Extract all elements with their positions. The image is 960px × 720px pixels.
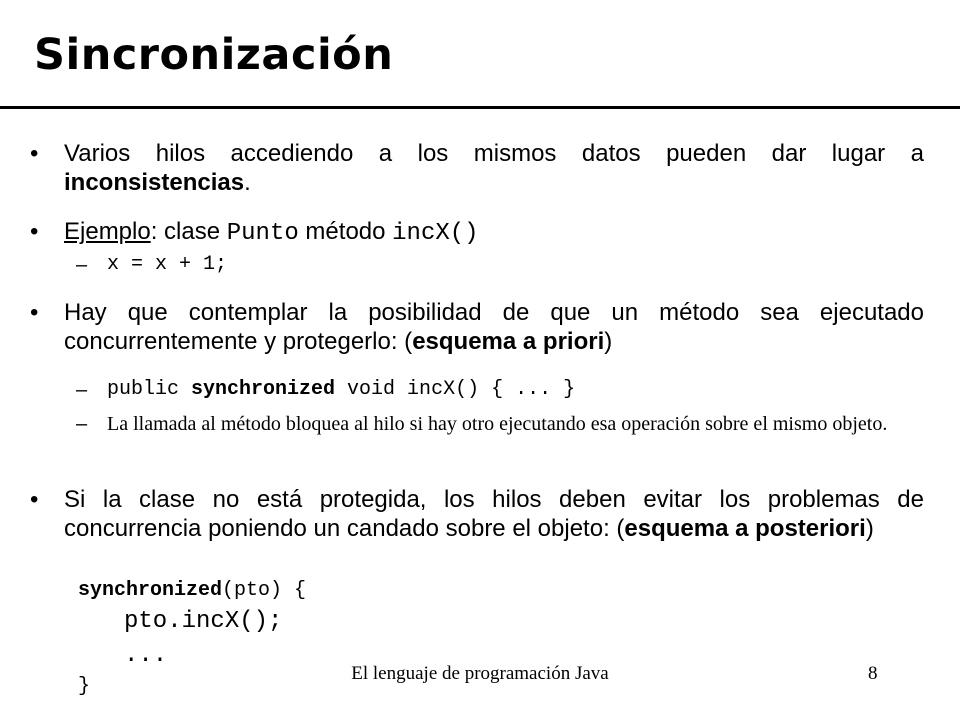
sub-dash-1: – — [76, 254, 88, 276]
sub-2-code — [107, 378, 575, 402]
bullet-2 — [64, 217, 924, 248]
code-sync-keyword: synchronized — [78, 579, 223, 602]
bullet-1 — [64, 139, 924, 197]
code-method-name: incX() — [392, 220, 479, 247]
code-line-1-rest: (pto) { — [222, 579, 307, 602]
bullet-4-bold: esquema a posteriori — [624, 515, 866, 542]
bullet-4 — [64, 485, 924, 543]
bullet-1-bold: inconsistencias — [64, 169, 245, 196]
example-label: Ejemplo — [64, 218, 151, 245]
code-line-4: } — [78, 675, 91, 698]
bullet-3-bold: esquema a priori — [412, 328, 605, 355]
sub-1-code: x = x + 1; — [107, 253, 228, 276]
bullet-3-text-b: ) — [604, 328, 613, 355]
bullet-1-text-b: . — [244, 169, 251, 196]
sub-dash-3: – — [76, 413, 88, 435]
page-number: 8 — [868, 663, 878, 684]
sub-2-code-a: public — [107, 378, 192, 401]
bullet-2-text-b: método — [298, 218, 393, 245]
footer-title: El lenguaje de programación Java — [351, 663, 609, 684]
slide-title: Sincronización — [34, 30, 394, 80]
bullet-dot-4: • — [30, 486, 39, 513]
code-class-name: Punto — [226, 220, 299, 247]
sub-2-code-b: void incX() { ... } — [335, 378, 576, 401]
bullet-1-text-a: Varios hilos accediendo a los mismos datos pueden dar lugar a — [64, 140, 924, 167]
bullet-4-text-a: Si la clase no está protegida, los hilos deben evitar los problemas de concurrencia poniendo un candado sobre el objeto: ( — [64, 486, 924, 542]
sub-2-code-bold: synchronized — [191, 378, 336, 401]
code-line-3: ... — [124, 642, 168, 669]
bullet-dot-3: • — [30, 299, 39, 326]
sub-dash-2: – — [76, 379, 88, 401]
bullet-3-text-a: Hay que contemplar la posibilidad de que un método sea ejecutado concurrentemente y protegerlo: ( — [64, 299, 924, 355]
bullet-dot-1: • — [30, 140, 39, 167]
bullet-3 — [64, 298, 924, 356]
code-line-1 — [78, 579, 306, 603]
title-underline — [0, 106, 960, 109]
bullet-dot-2: • — [30, 218, 39, 245]
bullet-4-text-b: ) — [865, 515, 874, 542]
sub-3-text: La llamada al método bloquea al hilo si hay otro ejecutando esa operación sobre el mismo objeto. — [107, 413, 888, 435]
code-line-2: pto.incX(); — [124, 608, 283, 635]
bullet-2-text-a: : clase — [150, 218, 227, 245]
